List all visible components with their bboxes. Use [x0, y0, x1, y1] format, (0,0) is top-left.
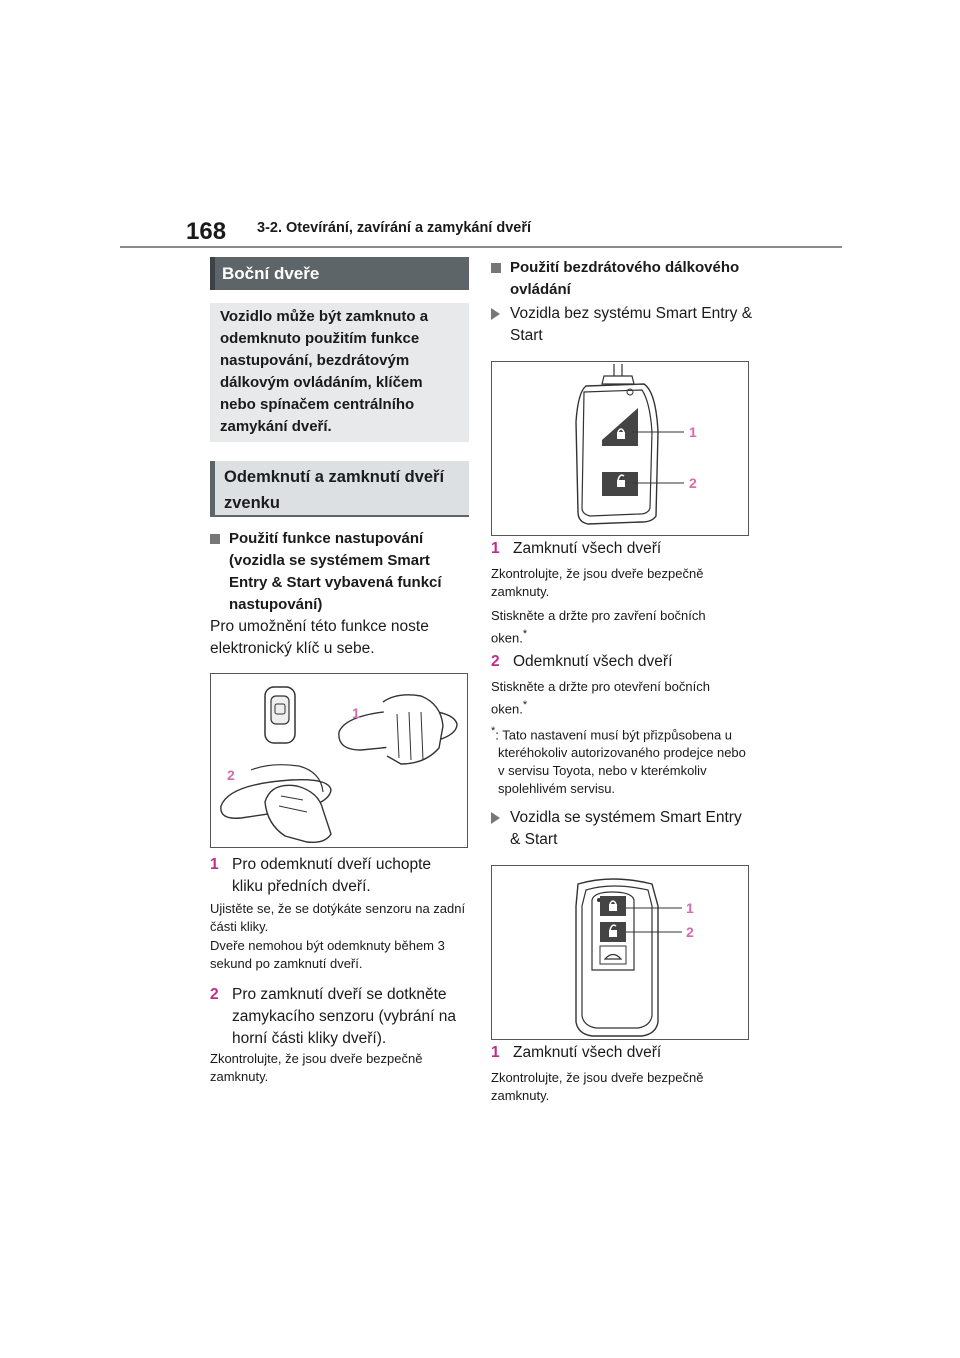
heading-accent-bar [210, 461, 215, 515]
step-item [491, 651, 749, 673]
figure-label: 2 [227, 767, 235, 783]
step-text: Odemknutí všech dveří [513, 653, 673, 670]
section-intro: Vozidlo může být zamknuto a odemknuto použitím funkce nastupování, bezdrátovým dálkovým ovládáním, klíčem nebo spínačem centrálního zamykání dveří. [210, 303, 469, 442]
square-bullet-icon [210, 534, 220, 544]
figure-remote-key [491, 361, 749, 536]
variant-heading [491, 807, 753, 851]
figure-label: 1 [689, 424, 697, 440]
note: Zkontrolujte, že jsou dveře bezpečně zamknuty. [491, 1070, 704, 1103]
variant-text: Vozidla bez systému Smart Entry & Start [510, 305, 753, 344]
note-text: Stiskněte a držte pro otevření bočních oken. [491, 679, 710, 717]
subheading-text: Použití funkce nastupování (vozidla se systémem Smart Entry & Start vybavená funkcí nastupování) [229, 530, 442, 613]
chapter-title: 3-2. Otevírání, zavírání a zamykání dveří [257, 220, 532, 236]
step-number: 1 [210, 856, 219, 873]
step-item [491, 1042, 749, 1064]
step-number: 2 [491, 653, 500, 670]
step-number: 1 [491, 540, 500, 557]
square-bullet-icon [491, 263, 501, 273]
subheading-text: Použití bezdrátového dálkového ovládání [510, 259, 740, 298]
footnote-mark: * [522, 628, 528, 640]
subheading-remote-control [491, 257, 749, 301]
section-title: Boční dveře [222, 264, 320, 283]
header-rule [120, 246, 842, 248]
footnote-mark: * [491, 725, 496, 737]
note [491, 607, 741, 647]
step-text: Pro odemknutí dveří uchopte kliku předních dveří. [232, 856, 432, 895]
note-text: Stiskněte a držte pro zavření bočních oken. [491, 608, 706, 646]
variant-heading [491, 303, 753, 347]
step-item [210, 854, 466, 898]
figure-smart-key [491, 865, 749, 1040]
footnote [491, 722, 749, 798]
step-text: Zamknutí všech dveří [513, 1044, 662, 1061]
step-text: Zamknutí všech dveří [513, 540, 662, 557]
figure-door-handle [210, 673, 468, 848]
note [491, 678, 741, 718]
variant-text: Vozidla se systémem Smart Entry & Start [510, 809, 742, 848]
paragraph: Pro umožnění této funkce noste elektronický klíč u sebe. [210, 618, 429, 657]
remote-key-illustration [492, 362, 748, 535]
subheading-entry-function [210, 528, 472, 616]
note: Dveře nemohou být odemknuty během 3 sekund po zamknutí dveří. [210, 938, 445, 971]
step-number: 1 [491, 1044, 500, 1061]
step-item [491, 538, 749, 560]
section-heading-side-doors [210, 257, 469, 290]
triangle-bullet-icon [491, 308, 500, 320]
footnote-text: : Tato nastavení musí být přizpůsobena u kteréhokoliv autorizovaného prodejce nebo v servisu Toyota, nebo v kterémkoliv spolehlivém servisu. [495, 727, 746, 797]
note: Zkontrolujte, že jsou dveře bezpečně zamknuty. [491, 566, 704, 599]
smart-key-illustration [492, 866, 748, 1039]
note: Zkontrolujte, že jsou dveře bezpečně zamknuty. [210, 1051, 423, 1084]
section-heading-unlock-lock [210, 461, 469, 517]
step-text: Pro zamknutí dveří se dotkněte zamykacího senzoru (vybrání na horní části kliky dveří). [232, 986, 456, 1047]
footnote-mark: * [522, 699, 528, 711]
figure-label: 2 [686, 924, 694, 940]
triangle-bullet-icon [491, 812, 500, 824]
page-number: 168 [186, 218, 227, 245]
section-title: Odemknutí a zamknutí dveří zvenku [224, 468, 445, 512]
figure-label: 2 [689, 475, 697, 491]
step-item [210, 984, 470, 1050]
heading-accent-bar [210, 257, 215, 290]
figure-label: 1 [686, 900, 694, 916]
note: Ujistěte se, že se dotýkáte senzoru na zadní části kliky. [210, 901, 466, 934]
step-number: 2 [210, 986, 219, 1003]
door-handle-illustration [211, 674, 467, 847]
figure-label: 1 [352, 705, 360, 721]
